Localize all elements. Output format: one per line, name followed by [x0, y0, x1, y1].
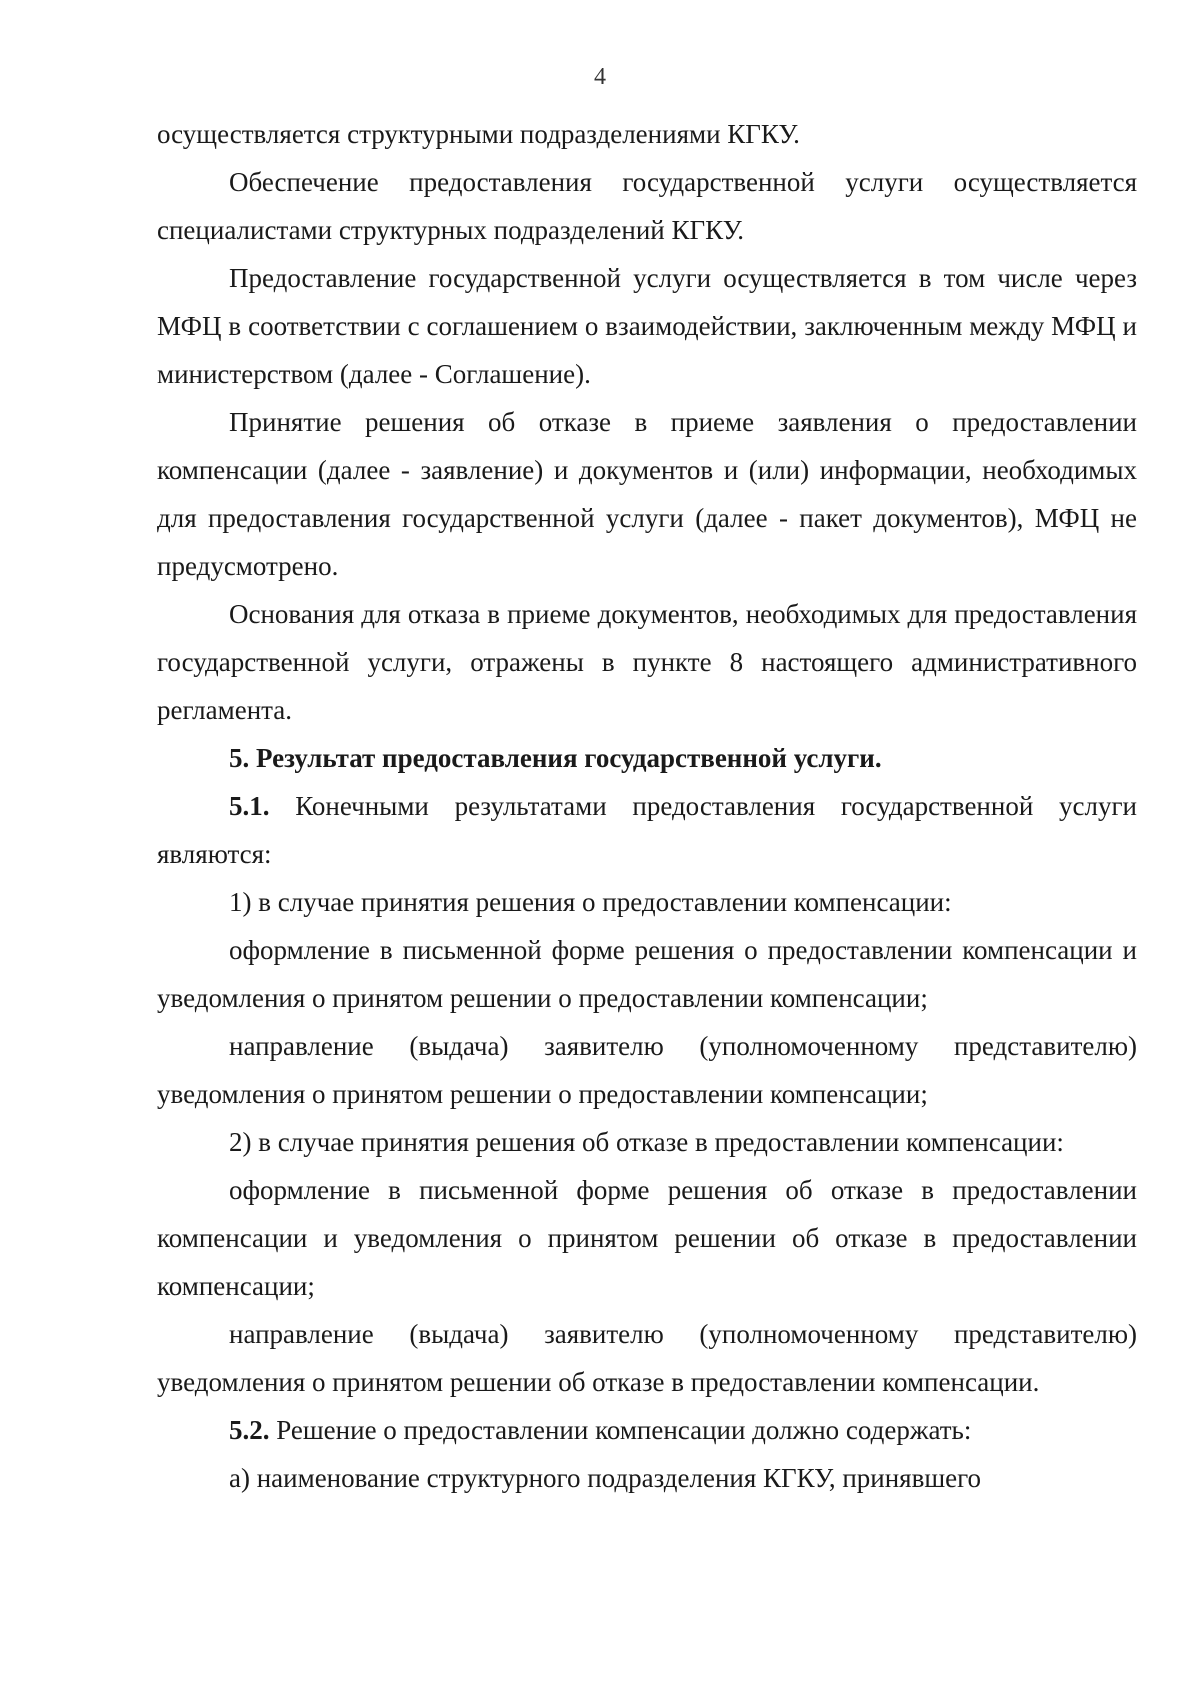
section-heading: 5. Результат предоставления государственной услуги. — [229, 743, 882, 773]
list-item: а) наименование структурного подразделения КГКУ, принявшего — [229, 1463, 982, 1493]
list-subitem: оформление в письменной форме решения об отказе в предоставлении компенсации и уведомления о принятом решении об отказе в предоставлении компенсации; — [157, 1175, 1137, 1301]
paragraph: Принятие решения об отказе в приеме заявления о предоставлении компенсации (далее - заявление) и документов и (или) информации, необходимых для предоставления государственной услуги (далее - пакет документов), МФЦ не предусмотрено. — [157, 407, 1137, 581]
paragraph: Основания для отказа в приеме документов, необходимых для предоставления государственной услуги, отражены в пункте 8 настоящего административного регламента. — [157, 599, 1137, 725]
clause-number: 5.2. — [229, 1415, 270, 1445]
clause-5-1 — [157, 782, 1137, 878]
list-subitem: направление (выдача) заявителю (уполномоченному представителю) уведомления о принятом решении об отказе в предоставлении компенсации. — [157, 1319, 1137, 1397]
list-subitem: направление (выдача) заявителю (уполномоченному представителю) уведомления о принятом решении о предоставлении компенсации; — [157, 1031, 1137, 1109]
clause-number: 5.1. — [229, 791, 270, 821]
clause-5-2 — [157, 1406, 1137, 1454]
paragraph: Обеспечение предоставления государственной услуги осуществляется специалистами структурных подразделений КГКУ. — [157, 167, 1137, 245]
document-body — [157, 110, 1137, 1502]
paragraph-continuation: осуществляется структурными подразделениями КГКУ. — [157, 119, 800, 149]
page-number: 4 — [594, 64, 606, 90]
paragraph: Предоставление государственной услуги осуществляется в том числе через МФЦ в соответствии с соглашением о взаимодействии, заключенным между МФЦ и министерством (далее - Соглашение). — [157, 263, 1137, 389]
clause-text: Решение о предоставлении компенсации должно содержать: — [269, 1415, 972, 1445]
clause-text: Конечными результатами предоставления государственной услуги являются: — [157, 791, 1137, 869]
list-item: 1) в случае принятия решения о предоставлении компенсации: — [229, 887, 952, 917]
list-subitem: оформление в письменной форме решения о предоставлении компенсации и уведомления о принятом решении о предоставлении компенсации; — [157, 935, 1137, 1013]
list-item: 2) в случае принятия решения об отказе в предоставлении компенсации: — [229, 1127, 1064, 1157]
